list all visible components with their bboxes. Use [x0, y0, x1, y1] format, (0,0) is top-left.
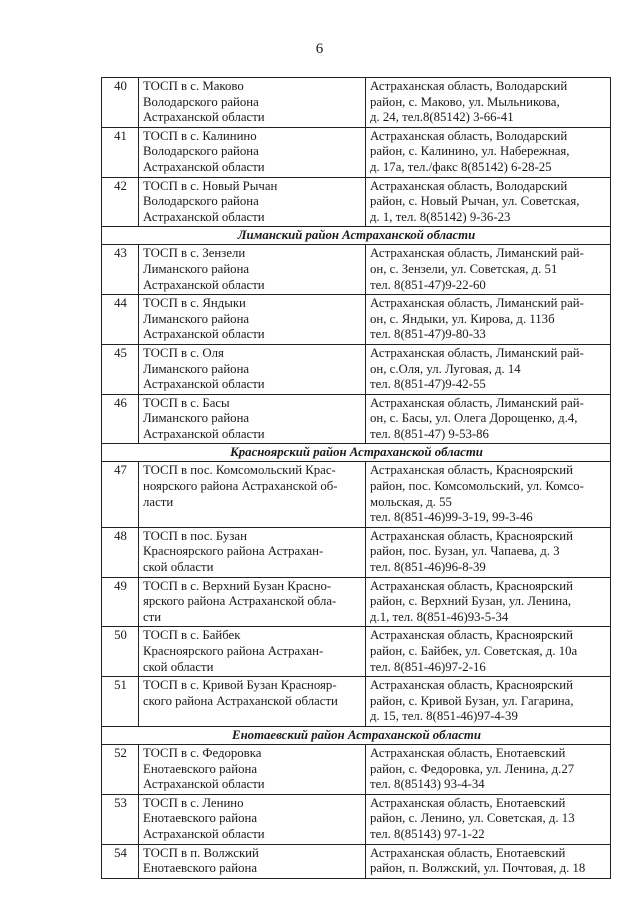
table-row	[102, 794, 611, 844]
row-number: 51	[102, 677, 139, 727]
office-name: ТОСП в пос. Комсомольский Крас- ноярского района Астраханской об- ласти	[139, 462, 366, 527]
table-row	[102, 344, 611, 394]
table-row	[102, 577, 611, 627]
section-title: Красноярский район Астраханской области	[102, 444, 611, 462]
office-name: ТОСП в с. Федоровка Енотаевского района Астраханской области	[139, 744, 366, 794]
section-title: Енотаевский район Астраханской области	[102, 726, 611, 744]
row-number: 40	[102, 78, 139, 128]
row-number: 54	[102, 844, 139, 878]
office-address: Астраханская область, Лиманский рай- он, с. Зензели, ул. Советская, д. 51 тел. 8(851-47)9-22-60	[366, 245, 611, 295]
table-row	[102, 78, 611, 128]
office-address: Астраханская область, Лиманский рай- он, с. Яндыки, ул. Кирова, д. 113б тел. 8(851-47)9-80-33	[366, 295, 611, 345]
table-row	[102, 462, 611, 527]
section-header-row	[102, 444, 611, 462]
table-row	[102, 127, 611, 177]
office-address: Астраханская область, Красноярский район, пос. Бузан, ул. Чапаева, д. 3 тел. 8(851-46)96-8-39	[366, 527, 611, 577]
office-address: Астраханская область, Енотаевский район, с. Федоровка, ул. Ленина, д.27 тел. 8(85143) 93-4-34	[366, 744, 611, 794]
table-row	[102, 527, 611, 577]
section-header-row	[102, 726, 611, 744]
office-name: ТОСП в с. Калинино Володарского района Астраханской области	[139, 127, 366, 177]
office-name: ТОСП в п. Волжский Енотаевского района	[139, 844, 366, 878]
row-number: 49	[102, 577, 139, 627]
table-body	[102, 78, 611, 879]
office-name: ТОСП в с. Кривой Бузан Краснояр- ского района Астраханской области	[139, 677, 366, 727]
office-address: Астраханская область, Красноярский район, с. Байбек, ул. Советская, д. 10а тел. 8(851-46)97-2-16	[366, 627, 611, 677]
section-title: Лиманский район Астраханской области	[102, 227, 611, 245]
row-number: 45	[102, 344, 139, 394]
row-number: 44	[102, 295, 139, 345]
row-number: 43	[102, 245, 139, 295]
office-name: ТОСП в пос. Бузан Красноярского района Астрахан- ской области	[139, 527, 366, 577]
office-name: ТОСП в с. Маково Володарского района Астраханской области	[139, 78, 366, 128]
office-name: ТОСП в с. Яндыки Лиманского района Астраханской области	[139, 295, 366, 345]
table-row	[102, 744, 611, 794]
office-address: Астраханская область, Красноярский район, с. Кривой Бузан, ул. Гагарина, д. 15, тел. 8(851-46)97-4-39	[366, 677, 611, 727]
branch-address-table	[101, 77, 611, 879]
office-address: Астраханская область, Красноярский район, с. Верхний Бузан, ул. Ленина, д.1, тел. 8(851-46)93-5-34	[366, 577, 611, 627]
section-header-row	[102, 227, 611, 245]
row-number: 46	[102, 394, 139, 444]
table-row	[102, 844, 611, 878]
office-name: ТОСП в с. Ленино Енотаевского района Астраханской области	[139, 794, 366, 844]
office-name: ТОСП в с. Оля Лиманского района Астраханской области	[139, 344, 366, 394]
page-number: 6	[315, 41, 324, 57]
office-address: Астраханская область, Енотаевский район, п. Волжский, ул. Почтовая, д. 18	[366, 844, 611, 878]
office-address: Астраханская область, Володарский район, с. Маково, ул. Мыльникова, д. 24, тел.8(85142) 3-66-41	[366, 78, 611, 128]
table-row	[102, 245, 611, 295]
office-address: Астраханская область, Володарский район, с. Новый Рычан, ул. Советская, д. 1, тел. 8(85142) 9-36-23	[366, 177, 611, 227]
table-row	[102, 394, 611, 444]
table-row	[102, 627, 611, 677]
office-address: Астраханская область, Лиманский рай- он, с.Оля, ул. Луговая, д. 14 тел. 8(851-47)9-42-55	[366, 344, 611, 394]
row-number: 52	[102, 744, 139, 794]
office-name: ТОСП в с. Новый Рычан Володарского района Астраханской области	[139, 177, 366, 227]
table-row	[102, 677, 611, 727]
office-address: Астраханская область, Енотаевский район, с. Ленино, ул. Советская, д. 13 тел. 8(85143) 97-1-22	[366, 794, 611, 844]
office-name: ТОСП в с. Верхний Бузан Красно- ярского района Астраханской обла- сти	[139, 577, 366, 627]
row-number: 48	[102, 527, 139, 577]
table-row	[102, 177, 611, 227]
row-number: 53	[102, 794, 139, 844]
row-number: 47	[102, 462, 139, 527]
office-name: ТОСП в с. Басы Лиманского района Астраханской области	[139, 394, 366, 444]
office-address: Астраханская область, Красноярский район, пос. Комсомольский, ул. Комсо- мольская, д. 55 тел. 8(851-46)99-3-19, 99-3-46	[366, 462, 611, 527]
row-number: 50	[102, 627, 139, 677]
office-address: Астраханская область, Володарский район, с. Калинино, ул. Набережная, д. 17а, тел./факс 8(85142) 6-28-25	[366, 127, 611, 177]
row-number: 42	[102, 177, 139, 227]
table-row	[102, 295, 611, 345]
row-number: 41	[102, 127, 139, 177]
office-name: ТОСП в с. Зензели Лиманского района Астраханской области	[139, 245, 366, 295]
office-address: Астраханская область, Лиманский рай- он, с. Басы, ул. Олега Дорощенко, д.4, тел. 8(851-47) 9-53-86	[366, 394, 611, 444]
office-name: ТОСП в с. Байбек Красноярского района Астрахан- ской области	[139, 627, 366, 677]
